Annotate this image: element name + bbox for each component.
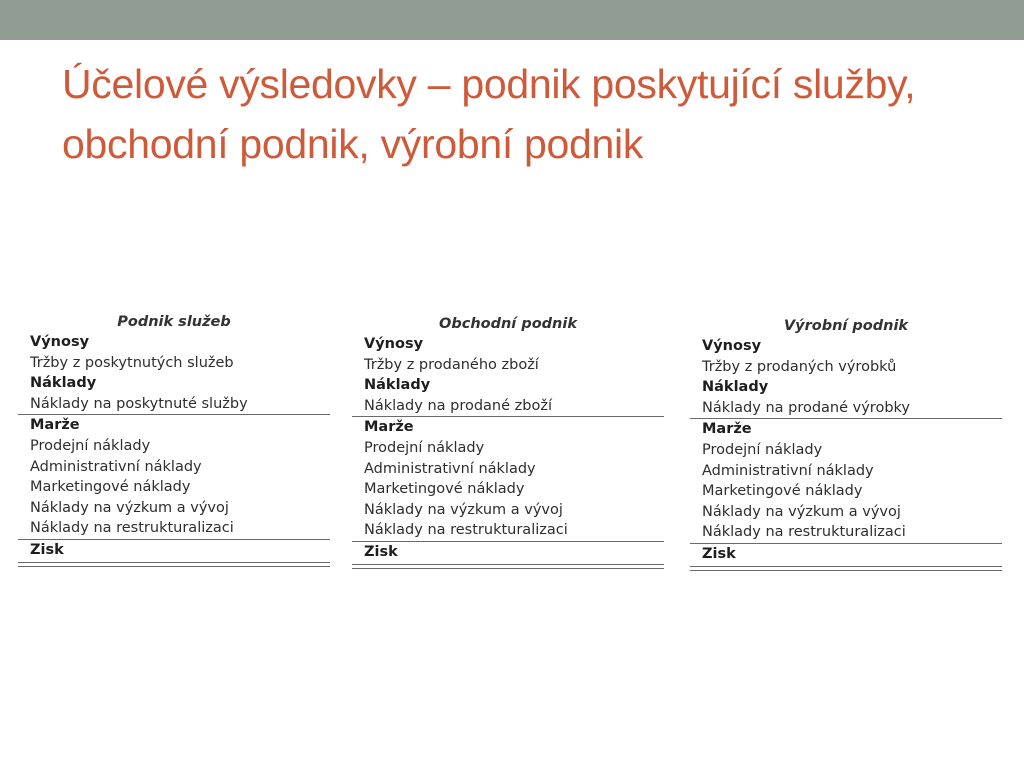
row-cost-of-sales: Náklady na prodané zboží — [364, 397, 552, 414]
row-profit: Zisk — [702, 545, 736, 562]
row-admin-costs: Administrativní náklady — [30, 458, 202, 475]
top-bar — [0, 0, 1024, 40]
row-restructuring-costs: Náklady na restrukturalizaci — [30, 520, 234, 537]
slide-title: Účelové výsledovky – podnik poskytující služby, obchodní podnik, výrobní podnik — [62, 61, 916, 167]
row-marketing-costs: Marketingové náklady — [30, 479, 191, 496]
double-underline — [352, 564, 664, 569]
row-rnd-costs: Náklady na výzkum a vývoj — [30, 499, 229, 516]
row-restructuring-costs: Náklady na restrukturalizaci — [702, 524, 906, 541]
row-selling-costs: Prodejní náklady — [30, 437, 151, 454]
row-marketing-costs: Marketingové náklady — [364, 481, 525, 498]
row-margin: Marže — [364, 419, 414, 436]
row-profit: Zisk — [364, 543, 398, 560]
row-margin: Marže — [702, 421, 752, 438]
row-selling-costs: Prodejní náklady — [702, 441, 823, 458]
row-cost-of-sales: Náklady na prodané výrobky — [702, 399, 910, 416]
table-service-company — [18, 312, 330, 567]
row-revenues: Výnosy — [364, 336, 424, 352]
table-heading: Podnik služeb — [117, 314, 231, 330]
row-rnd-costs: Náklady na výzkum a vývoj — [364, 501, 563, 518]
table-manufacturing-company — [690, 316, 1002, 571]
row-revenues: Výnosy — [702, 338, 762, 354]
row-admin-costs: Administrativní náklady — [702, 462, 874, 479]
table-trading-company — [352, 314, 664, 569]
row-selling-costs: Prodejní náklady — [364, 439, 485, 456]
row-revenues: Výnosy — [30, 334, 90, 350]
row-admin-costs: Administrativní náklady — [364, 460, 536, 477]
row-costs: Náklady — [702, 379, 769, 396]
double-underline — [18, 562, 330, 567]
row-costs: Náklady — [30, 375, 97, 392]
row-cost-of-sales: Náklady na poskytnuté služby — [30, 395, 248, 412]
table-heading: Obchodní podnik — [439, 316, 577, 332]
table-heading: Výrobní podnik — [783, 318, 909, 334]
row-sales: Tržby z prodaného zboží — [364, 356, 539, 373]
row-margin: Marže — [30, 417, 80, 434]
row-restructuring-costs: Náklady na restrukturalizaci — [364, 522, 568, 539]
row-profit: Zisk — [30, 541, 64, 558]
row-sales: Tržby z poskytnutých služeb — [30, 354, 234, 371]
double-underline — [690, 566, 1002, 571]
row-marketing-costs: Marketingové náklady — [702, 483, 863, 500]
row-rnd-costs: Náklady na výzkum a vývoj — [702, 503, 901, 520]
row-sales: Tržby z prodaných výrobků — [702, 358, 897, 375]
row-costs: Náklady — [364, 377, 431, 394]
